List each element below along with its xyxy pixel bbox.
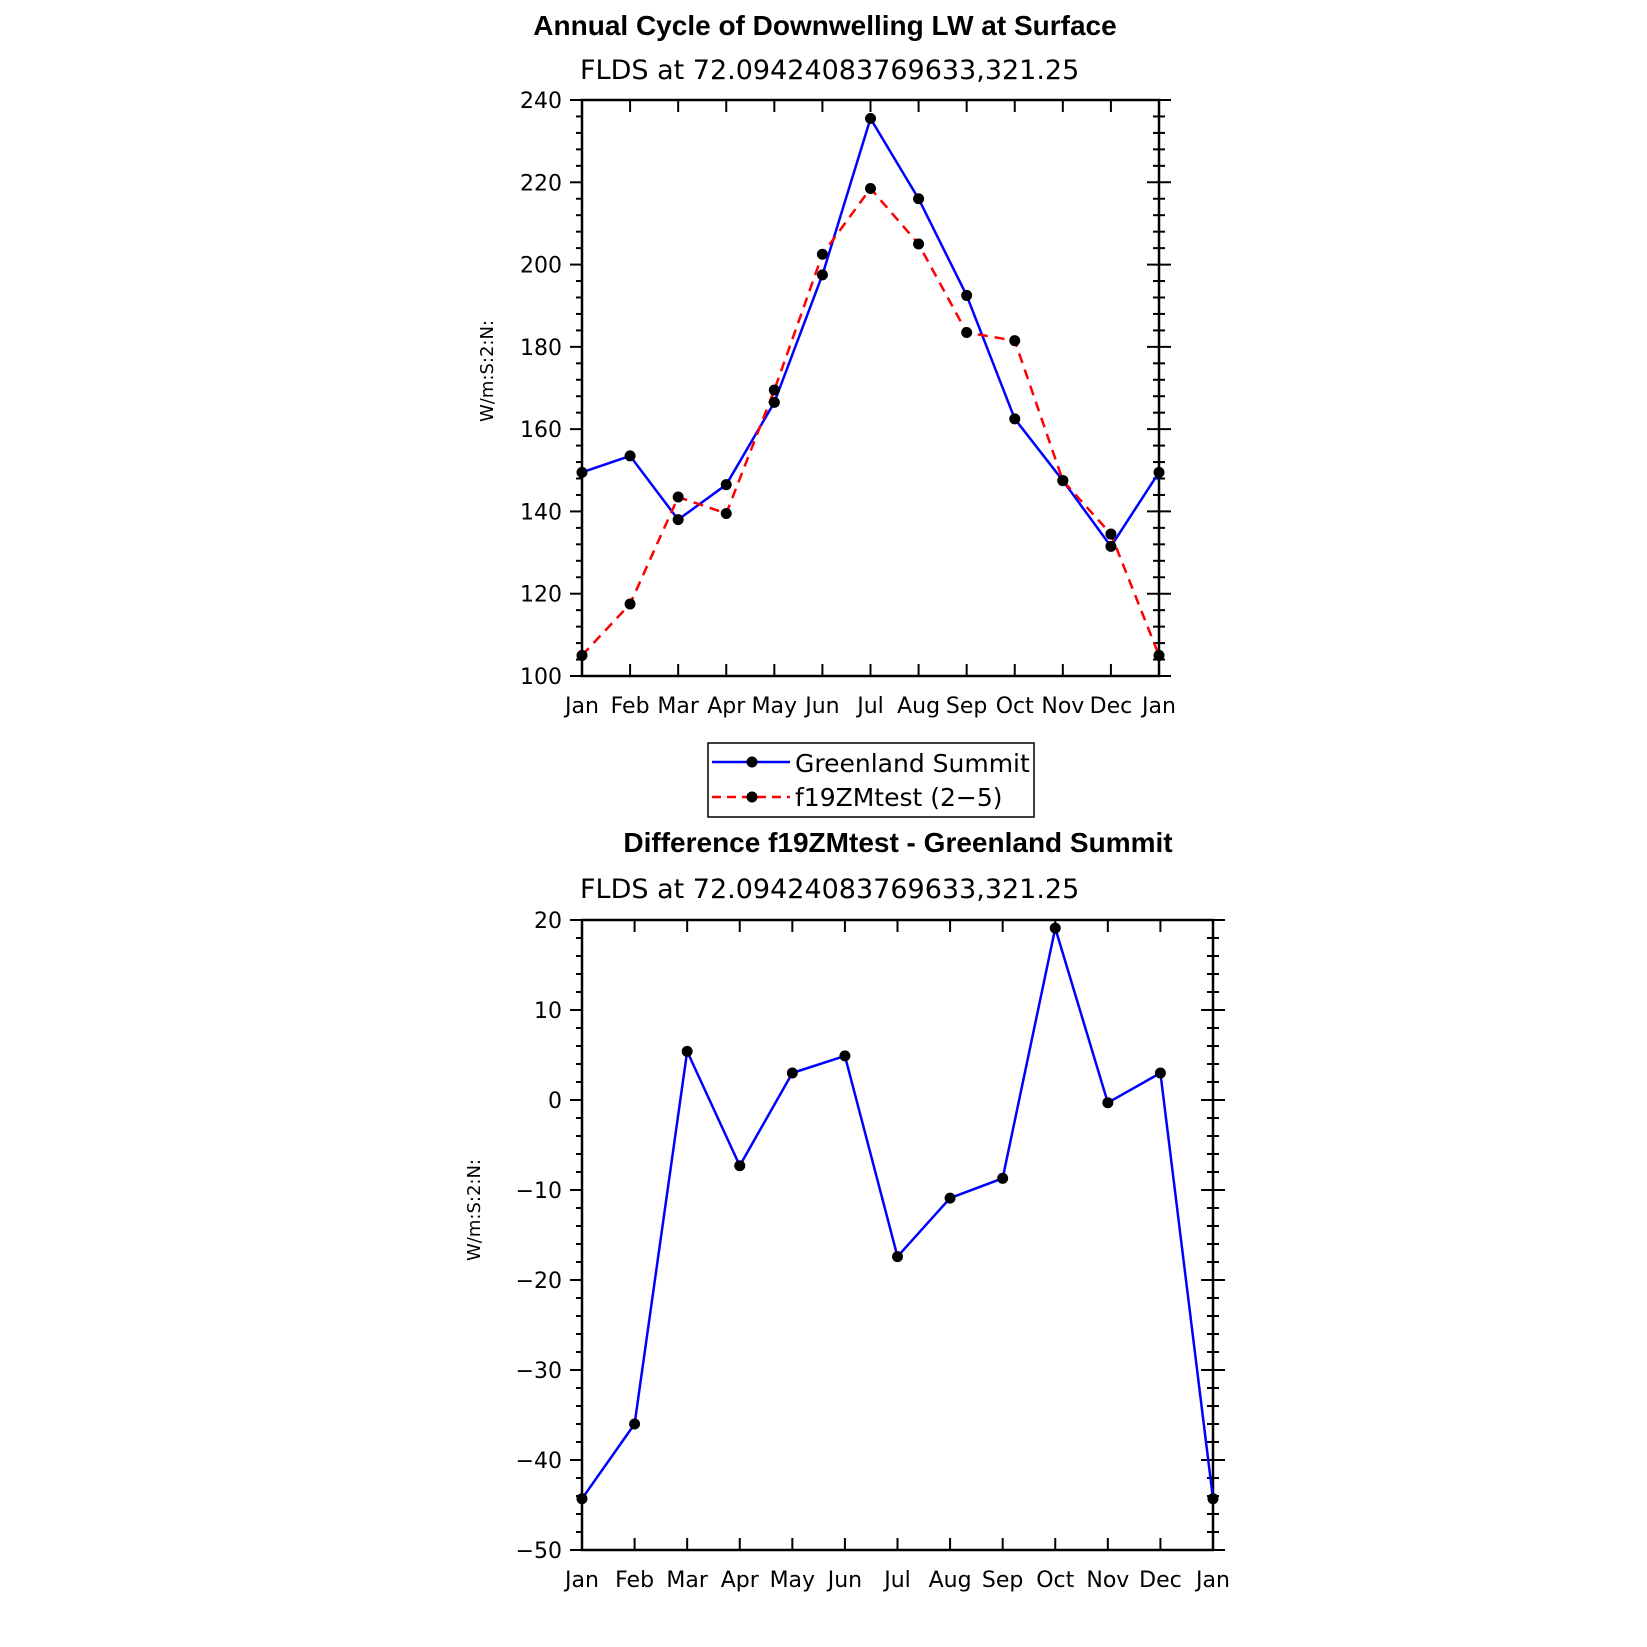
data-point (787, 1068, 798, 1079)
y-tick-label: −50 (515, 1539, 562, 1564)
data-point (769, 397, 780, 408)
chart2-title: Difference f19ZMtest - Greenland Summit (623, 827, 1173, 858)
chart2-plot-frame (582, 920, 1213, 1550)
y-tick-label: 140 (520, 500, 562, 526)
data-point (577, 650, 588, 661)
x-tick-label: Nov (1041, 694, 1085, 719)
data-point (997, 1173, 1008, 1184)
legend-marker-f19zmtest (747, 792, 758, 803)
data-point (865, 183, 876, 194)
data-point (1050, 923, 1061, 934)
data-point (817, 249, 828, 260)
y-tick-label: −30 (515, 1359, 562, 1384)
x-tick-label: Jun (805, 694, 840, 719)
y-tick-label: 100 (520, 665, 562, 690)
y-tick-label: 240 (520, 89, 562, 114)
y-tick-label: −40 (515, 1449, 562, 1474)
data-point (721, 508, 732, 519)
data-point (1208, 1493, 1219, 1504)
data-point (961, 290, 972, 301)
y-tick-label: 10 (534, 999, 562, 1024)
chart1-series-points (577, 113, 1165, 661)
x-tick-label: Jul (884, 1568, 911, 1593)
x-tick-label: Oct (995, 694, 1034, 719)
data-point (721, 479, 732, 490)
data-point (892, 1251, 903, 1262)
data-point (577, 467, 588, 478)
chart1-subtitle: FLDS at 72.09424083769633,321.25 (580, 55, 1080, 86)
chart2-subtitle: FLDS at 72.09424083769633,321.25 (580, 874, 1080, 905)
x-tick-label: Jul (857, 694, 884, 719)
data-point (769, 385, 780, 396)
data-point (1009, 335, 1020, 346)
x-tick-label: Nov (1086, 1568, 1130, 1593)
y-tick-label: −10 (515, 1179, 562, 1204)
y-tick-label: 20 (534, 909, 562, 934)
y-tick-label: 180 (520, 335, 562, 361)
chart2-series-lines (582, 928, 1213, 1499)
data-point (961, 327, 972, 338)
data-point (839, 1050, 850, 1061)
x-tick-label: Aug (928, 1568, 972, 1593)
x-tick-label: Aug (897, 694, 941, 719)
data-point (629, 1419, 640, 1430)
data-point (817, 269, 828, 280)
chart1-legend (708, 743, 1034, 817)
chart1-title: Annual Cycle of Downwelling LW at Surface (533, 10, 1117, 41)
x-tick-label: Jan (565, 1568, 599, 1593)
x-tick-label: Feb (615, 1568, 655, 1593)
y-tick-label: −20 (515, 1269, 562, 1294)
data-point (913, 193, 924, 204)
y-tick-label: 160 (520, 418, 562, 444)
legend-label-f19zmtest: f19ZMtest (2−5) (795, 783, 1003, 812)
x-tick-label: Jan (1196, 1568, 1230, 1593)
data-point (673, 492, 684, 503)
difference-chart (464, 827, 1230, 1593)
chart1-series-lines (582, 119, 1159, 656)
chart1-ylabel: W/m:S:2:N: (477, 320, 498, 422)
chart2-series-points (577, 923, 1219, 1505)
x-tick-label: Mar (666, 1568, 708, 1593)
chart2-ylabel: W/m:S:2:N: (464, 1159, 485, 1261)
x-tick-label: Sep (945, 694, 988, 719)
y-tick-label: 120 (520, 582, 562, 608)
data-point (1102, 1097, 1113, 1108)
series-line-1 (582, 928, 1213, 1499)
chart2-ticks (516, 909, 1230, 1593)
legend-marker-greenland (747, 757, 758, 768)
data-point (1057, 475, 1068, 486)
data-point (1154, 650, 1165, 661)
x-tick-label: Jun (827, 1568, 863, 1593)
data-point (682, 1046, 693, 1057)
x-tick-label: Jan (565, 694, 599, 719)
annual-cycle-chart (477, 10, 1176, 719)
x-tick-label: Apr (720, 1568, 759, 1593)
data-point (1155, 1068, 1166, 1079)
data-point (865, 113, 876, 124)
x-tick-label: Jan (1142, 694, 1176, 719)
y-tick-label: 200 (520, 253, 562, 279)
data-point (673, 514, 684, 525)
data-point (913, 239, 924, 250)
data-point (945, 1193, 956, 1204)
y-tick-label: 0 (548, 1089, 562, 1114)
x-tick-label: Oct (1036, 1568, 1075, 1593)
data-point (1105, 541, 1116, 552)
data-point (1154, 467, 1165, 478)
x-tick-label: Dec (1139, 1568, 1182, 1593)
legend-label-greenland: Greenland Summit (795, 749, 1030, 778)
x-tick-label: May (769, 1568, 816, 1593)
data-point (1105, 529, 1116, 540)
data-point (577, 1493, 588, 1504)
x-tick-label: Mar (657, 694, 699, 719)
series-line-1 (582, 119, 1159, 547)
data-point (734, 1160, 745, 1171)
x-tick-label: Feb (610, 694, 650, 719)
data-point (1009, 413, 1020, 424)
x-tick-label: Dec (1089, 694, 1133, 719)
y-tick-label: 220 (520, 171, 562, 197)
chart1-ticks (520, 89, 1176, 719)
data-point (625, 599, 636, 610)
x-tick-label: Apr (707, 694, 746, 719)
x-tick-label: Sep (981, 1568, 1024, 1593)
x-tick-label: May (751, 694, 798, 719)
series-line-2 (582, 188, 1159, 655)
data-point (625, 450, 636, 461)
